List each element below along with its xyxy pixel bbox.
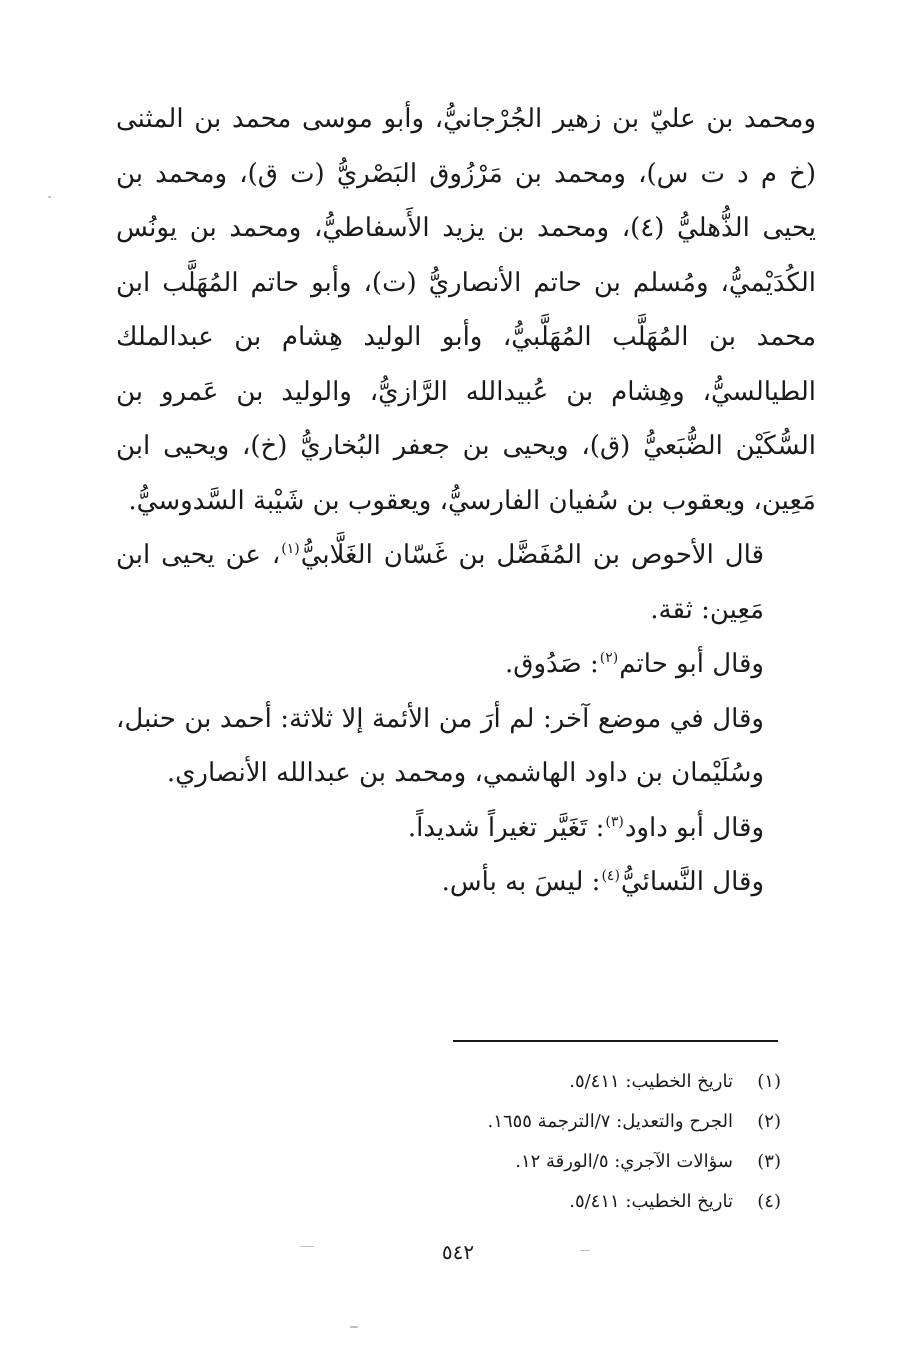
quote-text: وقال أبو داود	[624, 812, 764, 843]
quote-paragraph-5	[116, 855, 816, 910]
scan-speck	[300, 1246, 314, 1247]
scan-speck	[350, 1326, 358, 1328]
quote-paragraph-3: وقال في موضع آخر: لم أرَ من الأئمة إلا ثلاثة: أحمد بن حنبل، وسُلَيْمان بن داود الهاشمي، ومحمد بن عبدالله الأنصاري.	[116, 703, 764, 788]
quote-text: قال الأحوص بن المُفَضَّل بن غَسّان الغَلَّابيُّ	[300, 540, 765, 570]
footnote-text: الجرح والتعديل: ٧/الترجمة ١٦٥٥.	[487, 1111, 733, 1132]
quote-paragraph-1	[116, 528, 816, 637]
quote-paragraph-2	[116, 637, 816, 692]
quote-text: : تَغَيَّر تغيراً شديداً.	[407, 812, 605, 843]
footnote-text: تاريخ الخطيب: ٥/٤١١.	[569, 1071, 733, 1092]
page-number: ٥٤٢	[441, 1240, 475, 1264]
footnote-divider	[453, 1040, 778, 1042]
footnote-item	[281, 1062, 781, 1102]
narrators-paragraph: ومحمد بن عليّ بن زهير الجُرْجانيُّ، وأبو موسى محمد بن المثنى (خ م د ت س)، ومحمد بن مَرْزُوق البَصْريُّ (ت ق)، ومحمد بن يحيى الذُّهليُّ (٤)، ومحمد بن يزيد الأَسفاطيُّ، ومحمد بن يونُس الكُدَيْميُّ، ومُسلم بن حاتم الأنصاريُّ (ت)، وأبو حاتم المُهَلَّب ابن محمد بن المُهَلَّب المُهَلَّبيُّ، وأبو الوليد هِشام بن عبدالملك الطيالسيُّ، وهِشام بن عُبيدالله الرَّازيُّ، والوليد بن عَمرو بن السُّكَيْن الضُّبَعيُّ (ق)، ويحيى بن جعفر البُخاريُّ (خ)، ويحيى ابن مَعِين، ويعقوب بن سُفيان الفارسيُّ، ويعقوب بن شَيْبة السَّدوسيُّ.	[116, 104, 816, 516]
footnote-item	[281, 1102, 781, 1142]
footnote-ref-3[interactable]: (٣)	[605, 813, 624, 830]
footnote-number: (٤)	[757, 1191, 781, 1212]
footnote-text: تاريخ الخطيب: ٥/٤١١.	[569, 1191, 733, 1212]
main-text	[116, 92, 816, 910]
footnotes-section	[281, 1062, 781, 1222]
footnote-ref-1[interactable]: (١)	[281, 541, 300, 558]
quote-text: وقال أبو حاتم	[619, 649, 764, 679]
quote-text: : ليسَ به بأس.	[441, 867, 601, 897]
footnote-number: (٢)	[757, 1111, 781, 1132]
scan-speck	[580, 1250, 590, 1251]
quote-paragraph-4	[116, 801, 816, 856]
footnote-item	[281, 1182, 781, 1222]
quote-text: ، عن يحيى ابن مَعِين: ثقة.	[116, 540, 764, 625]
footnote-ref-2[interactable]: (٢)	[599, 650, 619, 667]
quote-text: وقال النَّسائيُّ	[620, 867, 764, 897]
footnote-number: (٣)	[757, 1151, 781, 1172]
footnote-item	[281, 1142, 781, 1182]
footnote-ref-4[interactable]: (٤)	[601, 868, 620, 885]
quote-text: : صَدُوق.	[505, 649, 599, 679]
scan-speck	[48, 196, 51, 198]
footnote-text: سؤالات الآجري: ٥/الورقة ١٢.	[515, 1151, 733, 1172]
footnote-number: (١)	[757, 1071, 781, 1092]
